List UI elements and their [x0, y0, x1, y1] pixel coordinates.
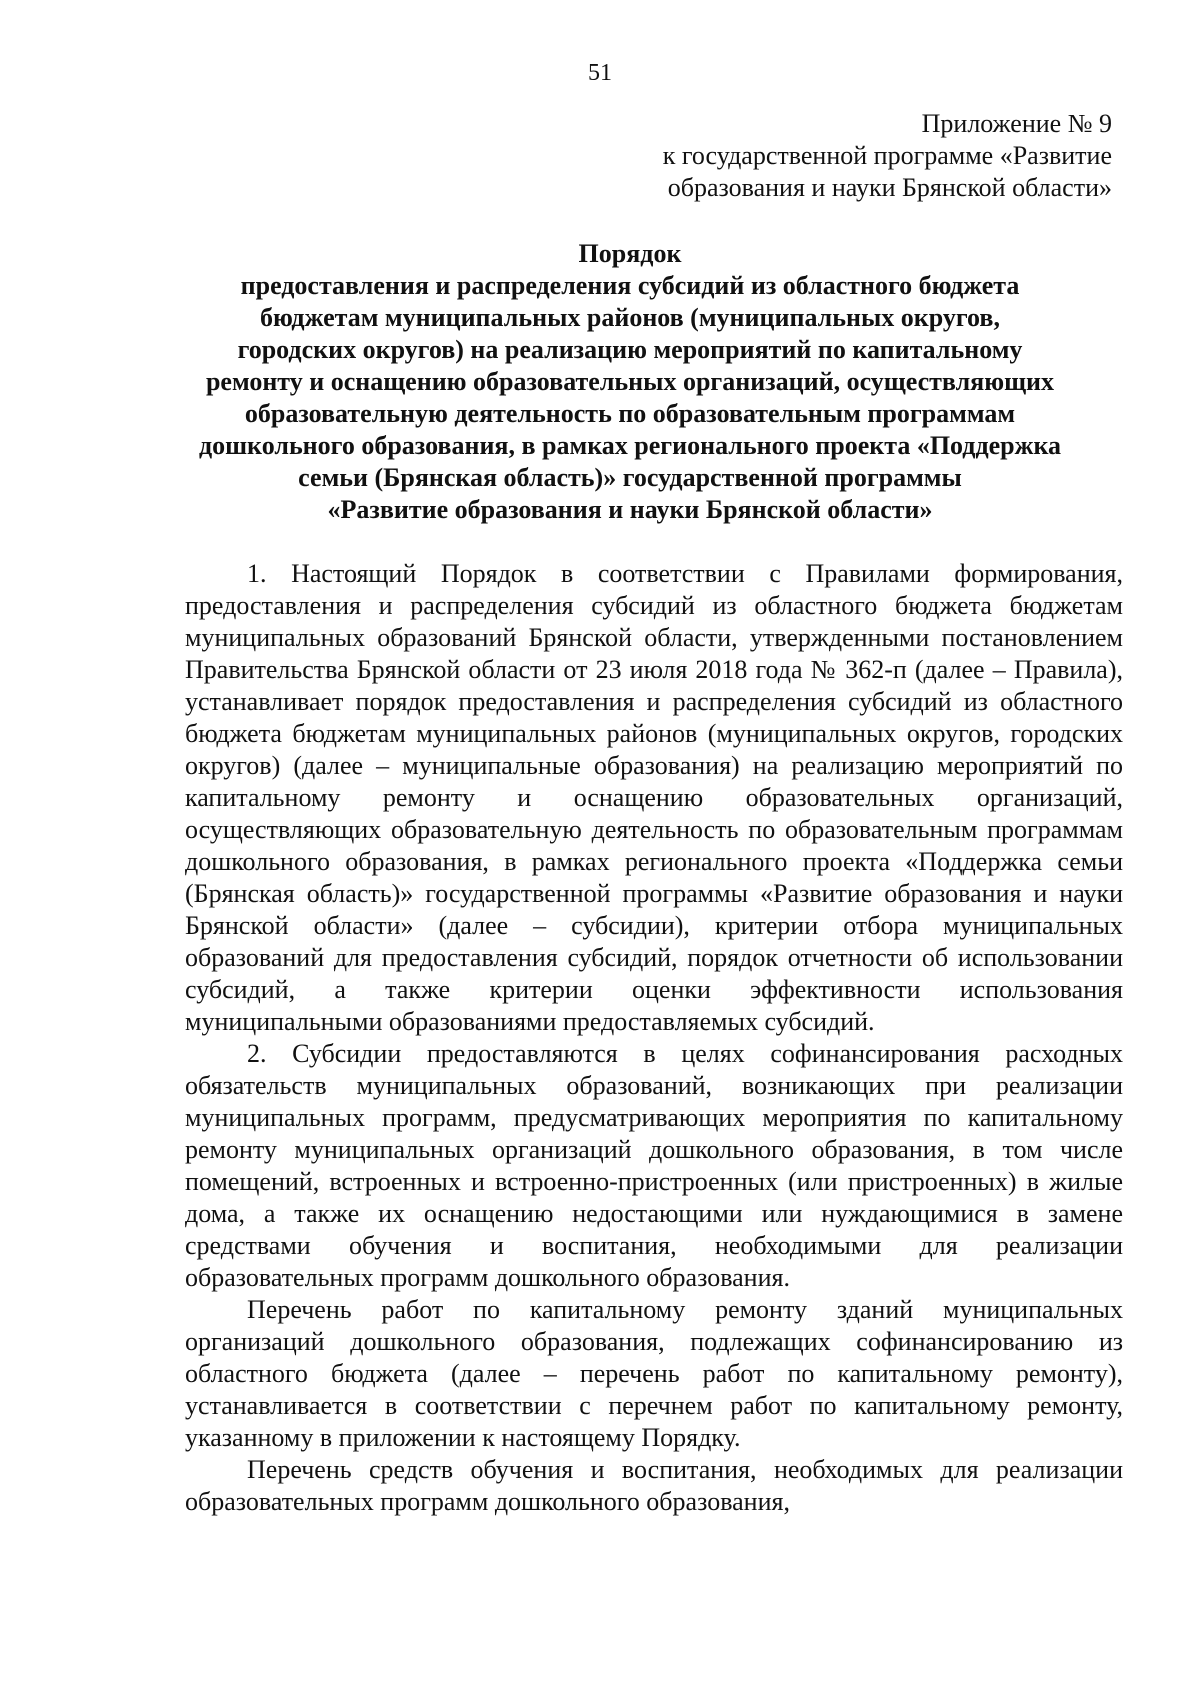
page-number: 51 [588, 60, 612, 86]
title-line: городских округов) на реализацию мероприятий по капитальному [237, 335, 1023, 364]
document-title [150, 238, 1110, 526]
title-line: семьи (Брянская область)» государственной программы [298, 463, 962, 492]
paragraph-3: Перечень работ по капитальному ремонту зданий муниципальных организаций дошкольного образования, подлежащих софинансированию из областного бюджета (далее – перечень работ по капитальному ремонту), устанавливается в соответствии с перечнем работ по капитальному ремонту, указанному в приложении к настоящему Порядку. [185, 1295, 1123, 1452]
title-heading: Порядок [578, 239, 682, 268]
document-body [185, 558, 1123, 1518]
paragraph-2: 2. Субсидии предоставляются в целях софинансирования расходных обязательств муниципальных образований, возникающих при реализации муниципальных программ, предусматривающих мероприятия по капитальному ремонту муниципальных организаций дошкольного образования, в том числе помещений, встроенных и встроенно-пристроенных (или пристроенных) в жилые дома, а также их оснащению недостающими или нуждающимися в замене средствами обучения и воспитания, необходимыми для реализации образовательных программ дошкольного образования. [185, 1039, 1123, 1292]
appendix-reference [663, 108, 1112, 204]
title-line: предоставления и распределения субсидий из областного бюджета [240, 271, 1020, 300]
appendix-line: к государственной программе «Развитие [662, 141, 1112, 170]
title-line: образовательную деятельность по образовательным программам [244, 399, 1016, 428]
paragraph-4: Перечень средств обучения и воспитания, необходимых для реализации образовательных программ дошкольного образования, [185, 1455, 1123, 1516]
paragraph-1: 1. Настоящий Порядок в соответствии с Правилами формирования, предоставления и распределения субсидий из областного бюджета бюджетам муниципальных образований Брянской области, утвержденными постановлением Правительства Брянской области от 23 июля 2018 года № 362-п (далее – Правила), устанавливает порядок предоставления и распределения субсидий из областного бюджета бюджетам муниципальных районов (муниципальных округов, городских округов) (далее – муниципальные образования) на реализацию мероприятий по капитальному ремонту и оснащению образовательных организаций, осуществляющих образовательную деятельность по образовательным программам дошкольного образования, в рамках регионального проекта «Поддержка семьи (Брянская область)» государственной программы «Развитие образования и науки Брянской области» (далее – субсидии), критерии отбора муниципальных образований для предоставления субсидий, порядок отчетности об использовании субсидий, а также критерии оценки эффективности использования муниципальными образованиями предоставляемых субсидий. [185, 559, 1123, 1036]
appendix-line: Приложение № 9 [921, 109, 1112, 138]
title-line: бюджетам муниципальных районов (муниципальных округов, [260, 303, 1000, 332]
title-line: ремонту и оснащению образовательных организаций, осуществляющих [205, 367, 1055, 396]
appendix-line: образования и науки Брянской области» [667, 173, 1112, 202]
title-line: «Развитие образования и науки Брянской области» [327, 495, 933, 524]
title-line: дошкольного образования, в рамках регионального проекта «Поддержка [198, 431, 1062, 460]
